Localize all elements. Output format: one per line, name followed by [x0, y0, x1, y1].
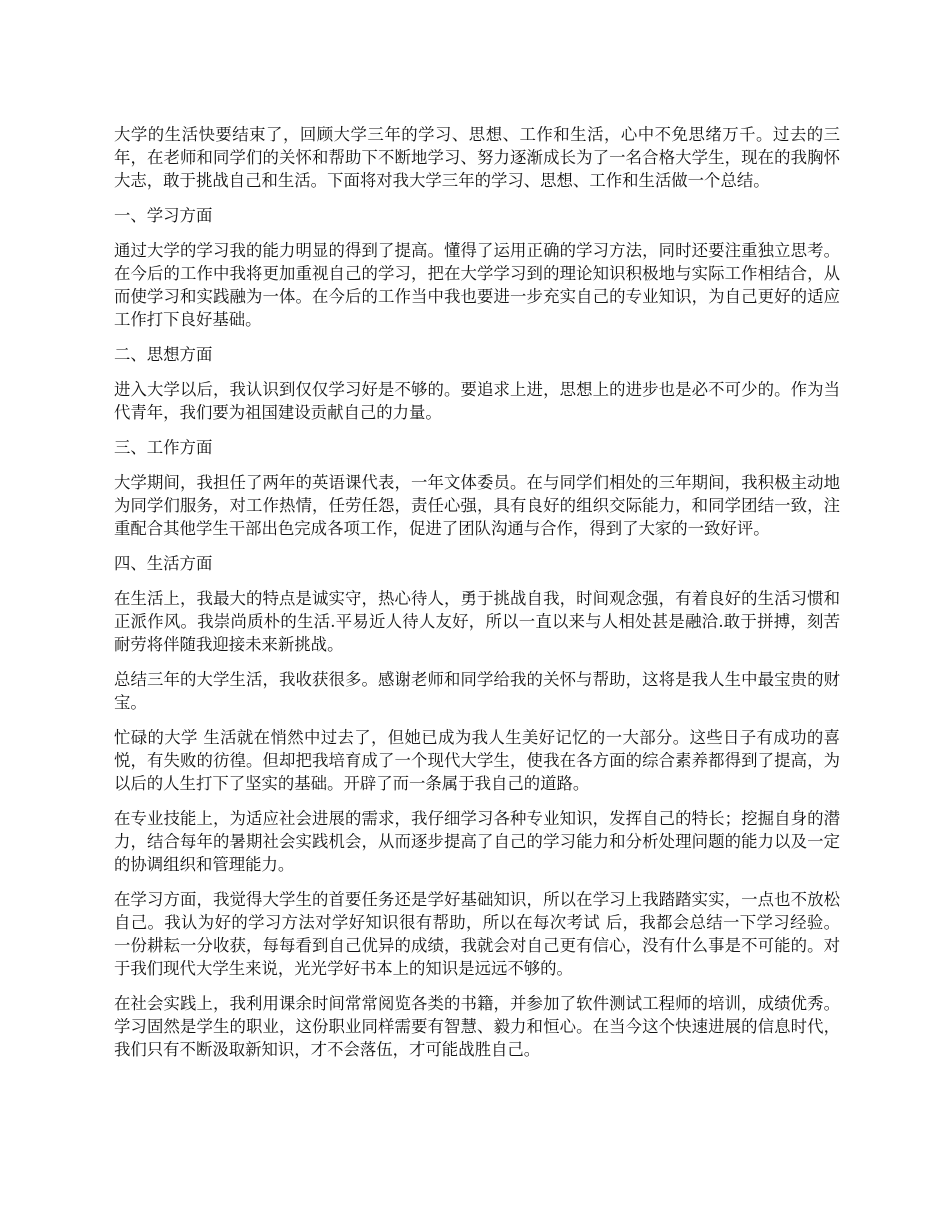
section-heading-study: 一、学习方面: [114, 206, 213, 225]
document-page: [114, 123, 840, 1073]
study-paragraph: 通过大学的学习我的能力明显的得到了提高。懂得了运用正确的学习方法，同时还要注重独立思考。在今后的工作中我将更加重视自己的学习，把在大学学习到的理论知识积极地与实际工作相结合，从而使学习和实践融为一体。在今后的工作当中我也要进一步充实自己的专业知识，为自己更好的适应工作打下良好基础。: [114, 241, 840, 329]
skills-paragraph: 在专业技能上，为适应社会进展的需求，我仔细学习各种专业知识，发挥自己的特长；挖掘自身的潜力，结合每年的暑期社会实践机会，从而逐步提高了自己的学习能力和分析处理问题的能力以及一定的协调组织和管理能力。: [114, 809, 840, 874]
work-paragraph: 大学期间，我担任了两年的英语课代表，一年文体委员。在与同学们相处的三年期间，我积极主动地为同学们服务，对工作热情，任劳任怨，责任心强，具有良好的组织交际能力，和同学团结一致，注重配合其他学生干部出色完成各项工作，促进了团队沟通与合作，得到了大家的一致好评。: [114, 473, 840, 538]
thought-paragraph: 进入大学以后，我认识到仅仅学习好是不够的。要追求上进，思想上的进步也是必不可少的。作为当代青年，我们要为祖国建设贡献自己的力量。: [114, 380, 840, 422]
section-heading-life: 四、生活方面: [114, 554, 213, 573]
section-heading-work: 三、工作方面: [114, 438, 213, 457]
summary-paragraph: 总结三年的大学生活，我收获很多。感谢老师和同学给我的关怀与帮助，这将是我人生中最宝贵的财宝。: [114, 670, 840, 712]
reflection-paragraph: 忙碌的大学 生活就在悄然中过去了，但她已成为我人生美好记忆的一大部分。这些日子有成功的喜悦，有失败的彷徨。但却把我培育成了一个现代大学生，使我在各方面的综合素养都得到了提高，为以后的人生打下了坚实的基础。开辟了而一条属于我自己的道路。: [114, 728, 840, 793]
learning-paragraph: 在学习方面，我觉得大学生的首要任务还是学好基础知识，所以在学习上我踏踏实实，一点也不放松自己。我认为好的学习方法对学好知识很有帮助，所以在每次考试 后，我都会总结一下学习经验。一份耕耘一分收获，每每看到自己优异的成绩，我就会对自己更有信心，没有什么事是不可能的。对于我们现代大学生来说，光光学好书本上的知识是远远不够的。: [114, 890, 840, 978]
practice-paragraph: 在社会实践上，我利用课余时间常常阅览各类的书籍，并参加了软件测试工程师的培训，成绩优秀。学习固然是学生的职业，这份职业同样需要有智慧、毅力和恒心。在当今这个快速进展的信息时代，我们只有不断汲取新知识，才不会落伍，才可能战胜自己。: [114, 994, 840, 1059]
section-heading-thought: 二、思想方面: [114, 345, 213, 364]
intro-paragraph: 大学的生活快要结束了，回顾大学三年的学习、思想、工作和生活，心中不免思绪万千。过去的三年，在老师和同学们的关怀和帮助下不断地学习、努力逐渐成长为了一名合格大学生，现在的我胸怀大志，敢于挑战自己和生活。下面将对我大学三年的学习、思想、工作和生活做一个总结。: [114, 125, 840, 190]
life-paragraph: 在生活上，我最大的特点是诚实守，热心待人，勇于挑战自我，时间观念强，有着良好的生活习惯和正派作风。我崇尚质朴的生活.平易近人待人友好，所以一直以来与人相处甚是融洽.敢于拼搏，刻苦耐劳将伴随我迎接未来新挑战。: [114, 589, 840, 654]
